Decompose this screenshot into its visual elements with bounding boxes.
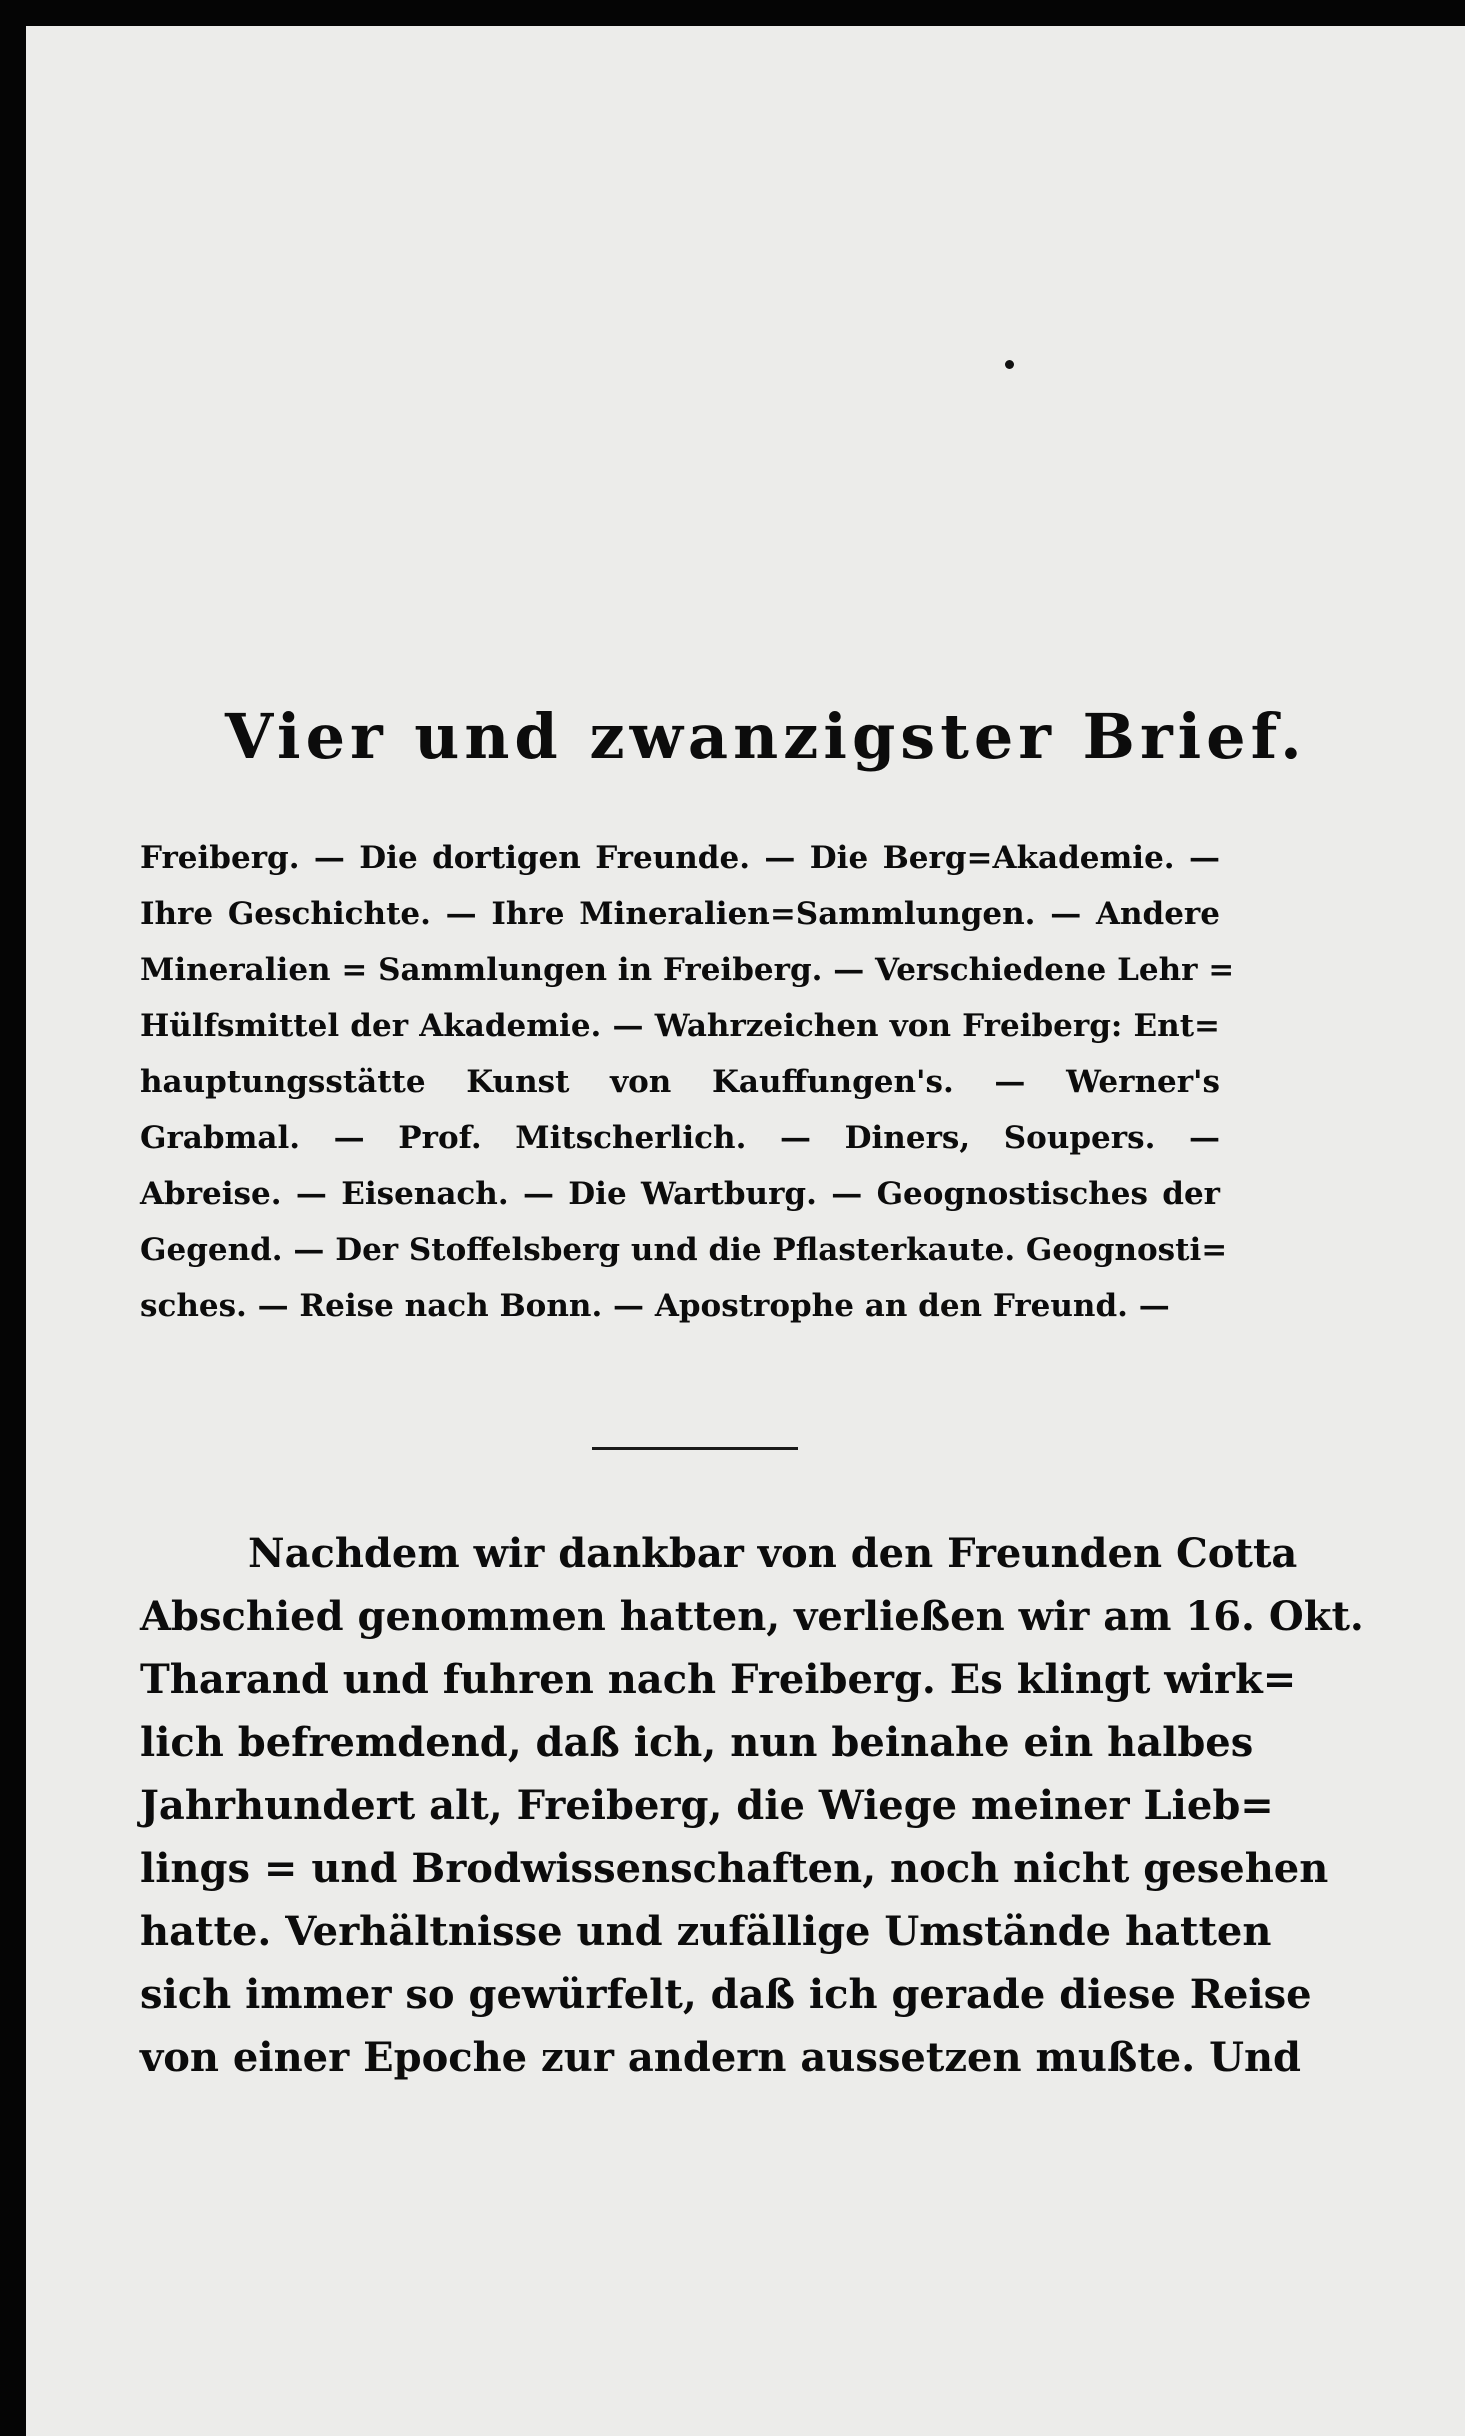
body-line: Tharand und fuhren nach Freiberg. Es klingt wirk= <box>140 1656 1297 1703</box>
summary-line: Mineralien = Sammlungen in Freiberg. — Verschiedene Lehr = <box>140 952 1235 988</box>
summary-line: Hülfsmittel der Akademie. — Wahrzeichen von Freiberg: Ent= <box>140 1008 1220 1044</box>
ink-speck <box>1005 360 1014 369</box>
chapter-title: Vier und zwanzigster Brief. <box>225 700 1307 773</box>
summary-line: Ihre Geschichte. — Ihre Mineralien=Sammlungen. — Andere <box>140 896 1220 932</box>
chapter-summary <box>140 830 1235 1334</box>
body-line: sich immer so gewürfelt, daß ich gerade diese Reise <box>140 1971 1312 2018</box>
summary-line: Grabmal. — Prof. Mitscherlich. — Diners, Soupers. — <box>140 1120 1220 1156</box>
body-line: lings = und Brodwissenschaften, noch nicht gesehen <box>140 1845 1329 1892</box>
summary-line: hauptungsstätte Kunst von Kauffungen's. — Werner's <box>140 1064 1220 1100</box>
summary-line: Abreise. — Eisenach. — Die Wartburg. — Geognostisches der <box>140 1176 1220 1212</box>
body-line: hatte. Verhältnisse und zufällige Umstände hatten <box>140 1908 1272 1955</box>
summary-line: sches. — Reise nach Bonn. — Apostrophe an den Freund. — <box>140 1288 1170 1324</box>
body-paragraph <box>140 1522 1364 2089</box>
summary-line: Gegend. — Der Stoffelsberg und die Pflasterkaute. Geognosti= <box>140 1232 1228 1268</box>
summary-line: Freiberg. — Die dortigen Freunde. — Die Berg=Akademie. — <box>140 840 1220 876</box>
body-line: Jahrhundert alt, Freiberg, die Wiege meiner Lieb= <box>140 1782 1274 1829</box>
body-line: von einer Epoche zur andern aussetzen mußte. Und <box>140 2034 1301 2081</box>
body-line: Abschied genommen hatten, verließen wir am 16. Okt. <box>140 1593 1364 1640</box>
body-line: lich befremdend, daß ich, nun beinahe ein halbes <box>140 1719 1254 1766</box>
section-divider <box>592 1447 798 1450</box>
body-line: Nachdem wir dankbar von den Freunden Cotta <box>248 1530 1298 1577</box>
